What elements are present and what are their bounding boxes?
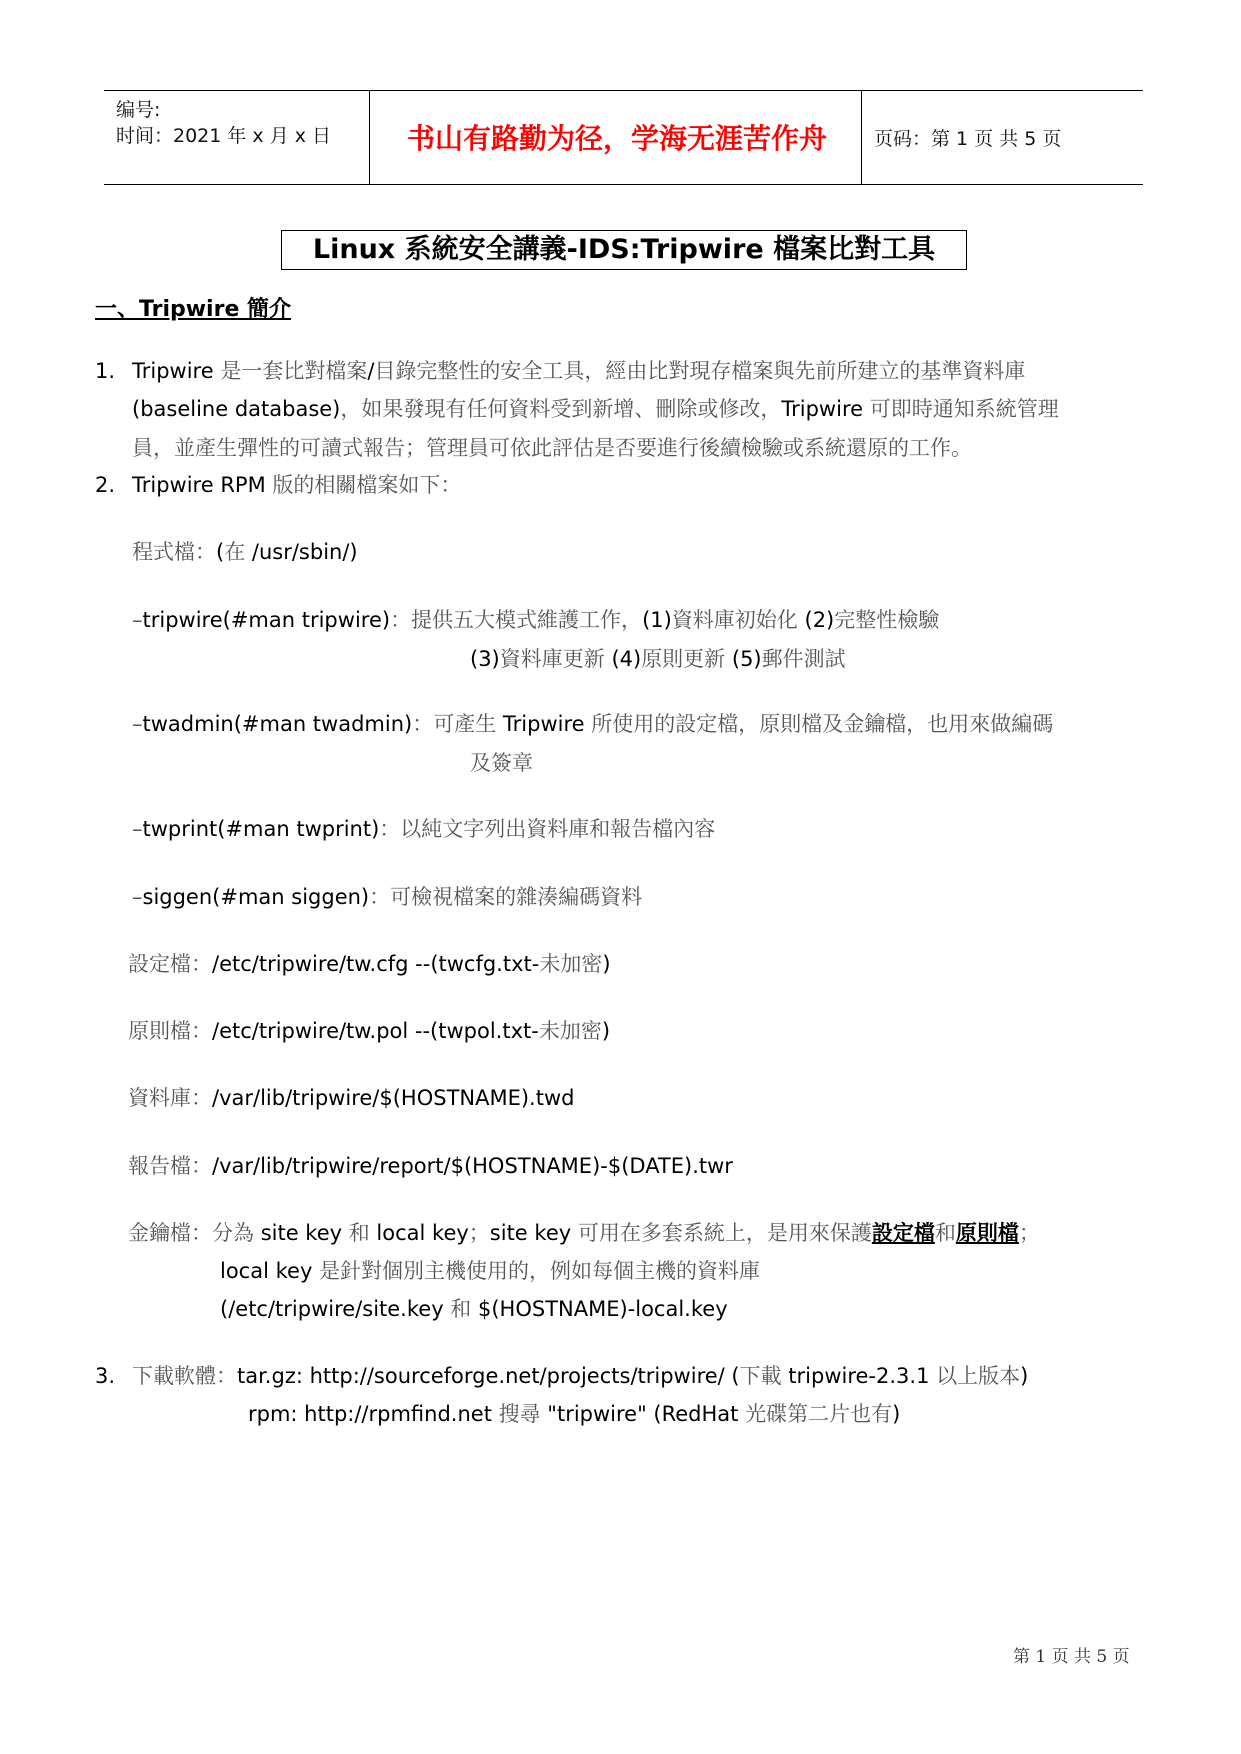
text-segment: 目錄完整性的安全工具，經由比對現存檔案與先前所建立的基準資料庫 xyxy=(374,359,1026,383)
text-segment: 可即時通知系統管理 xyxy=(869,397,1059,421)
text-line xyxy=(132,710,1053,738)
page-footer: 第 1 页 共 5 页 xyxy=(1013,1647,1130,1667)
text-segment: /var/lib/tripwire/report/$(HOSTNAME)-$(DATE).twr xyxy=(212,1154,733,1178)
text-segment: local key xyxy=(376,1221,469,1245)
text-segment: ) xyxy=(601,1019,611,1043)
text-segment: ：以純文字列出資料庫和報告檔內容 xyxy=(379,817,716,841)
text-segment: 未加密 xyxy=(539,952,603,976)
text-segment: 完整性檢驗 xyxy=(834,608,940,632)
section-heading: 一、Tripwire 簡介 xyxy=(95,297,292,322)
text-segment: 下載軟體： xyxy=(132,1364,237,1388)
text-segment: 所使用的設定檔，原則檔及金鑰檔，也用來做編碼 xyxy=(591,712,1054,736)
text-segment: 搜尋 xyxy=(498,1402,548,1426)
text-segment: 及簽章 xyxy=(470,751,533,775)
text-segment: 和 xyxy=(934,1221,956,1245)
text-segment: ：提供五大模式維護工作， xyxy=(390,608,643,632)
text-segment: 資料庫初始化 xyxy=(671,608,805,632)
text-segment: 下載 xyxy=(739,1364,789,1388)
text-segment: – xyxy=(132,885,143,909)
text-line xyxy=(248,1400,900,1428)
document-title: Linux 系統安全講義-IDS:Tripwire 檔案比對工具 xyxy=(281,230,967,270)
text-segment: ) xyxy=(892,1402,901,1426)
motto: 书山有路勤为径，学海无涯苦作舟 xyxy=(406,122,827,155)
text-segment: /etc/tripwire/tw.cfg --(twcfg.txt- xyxy=(212,952,540,976)
underlined-term: 原則檔 xyxy=(955,1221,1019,1245)
text-segment: ； xyxy=(468,1221,490,1245)
text-segment: (2) xyxy=(804,608,835,632)
text-segment: tripwire(#man tripwire) xyxy=(142,608,391,632)
text-segment: Tripwire xyxy=(502,712,592,736)
text-segment: siggen(#man siggen) xyxy=(142,885,370,909)
text-line xyxy=(470,645,846,673)
text-line xyxy=(128,1152,733,1180)
text-segment: Tripwire RPM xyxy=(132,473,273,497)
text-segment: rpm: http://rpmfind.net xyxy=(248,1402,499,1426)
text-segment: /var/lib/tripwire/$(HOSTNAME).twd xyxy=(212,1086,575,1110)
number-label: 编号: xyxy=(116,99,161,121)
list-number: 1. xyxy=(95,359,116,383)
text-segment: 原則更新 xyxy=(641,647,732,671)
text-line xyxy=(132,883,642,911)
text-segment: ) xyxy=(602,952,611,976)
text-segment: / xyxy=(367,359,375,383)
text-segment: 資料庫： xyxy=(128,1086,212,1110)
text-line xyxy=(470,749,533,777)
text-line xyxy=(128,1017,610,1045)
text-segment: Tripwire xyxy=(132,359,221,383)
text-segment: 光碟第二片也有 xyxy=(745,1402,893,1426)
text-segment: twprint(#man twprint) xyxy=(142,817,380,841)
text-segment: – xyxy=(132,817,143,841)
text-segment: (5) xyxy=(731,647,762,671)
text-segment: (baseline database) xyxy=(132,397,341,421)
text-segment: 以上版本 xyxy=(936,1364,1021,1388)
text-segment: 原則檔： xyxy=(128,1019,212,1043)
text-segment: ； xyxy=(1018,1221,1040,1245)
text-segment: 設定檔： xyxy=(128,952,212,976)
text-segment: 和 xyxy=(450,1297,478,1321)
text-segment: 程式檔： xyxy=(132,540,216,564)
text-segment: Tripwire xyxy=(781,397,870,421)
text-line xyxy=(132,434,972,462)
text-line xyxy=(132,606,939,634)
text-segment: site key xyxy=(489,1221,578,1245)
text-line xyxy=(132,815,715,843)
page-info: 页码：第 1 页 共 5 页 xyxy=(874,128,1062,150)
text-segment: 是一套比對檔案 xyxy=(220,359,368,383)
text-line xyxy=(132,395,1059,423)
text-line xyxy=(128,1219,1040,1247)
text-segment: ) xyxy=(1020,1364,1029,1388)
text-line xyxy=(128,1084,574,1112)
text-segment: local key xyxy=(220,1259,320,1283)
text-segment: 金鑰檔：分為 xyxy=(128,1221,261,1245)
text-line xyxy=(220,1257,760,1285)
list-number: 3. xyxy=(95,1364,116,1388)
text-segment: 報告檔： xyxy=(128,1154,212,1178)
text-segment: 和 xyxy=(348,1221,377,1245)
text-segment: /usr/sbin/) xyxy=(251,540,358,564)
text-segment: ( xyxy=(216,540,225,564)
underlined-term: 設定檔 xyxy=(871,1221,935,1245)
text-segment: ：可檢視檔案的雜湊編碼資料 xyxy=(369,885,643,909)
text-line xyxy=(132,1362,1028,1390)
header-table xyxy=(104,90,1143,185)
text-segment: (/etc/tripwire/site.key xyxy=(220,1297,451,1321)
text-segment: – xyxy=(132,712,143,736)
text-segment: 資料庫更新 xyxy=(499,647,612,671)
text-segment: 郵件測試 xyxy=(761,647,846,671)
text-segment: (4) xyxy=(611,647,642,671)
text-line xyxy=(132,357,1025,385)
text-segment: $(HOSTNAME)-local.key xyxy=(477,1297,728,1321)
text-segment: 是針對個別主機使用的，例如每個主機的資料庫 xyxy=(319,1259,761,1283)
text-segment: 員，並產生彈性的可讀式報告；管理員可依此評估是否要進行後續檢驗或系統還原的工作。 xyxy=(132,436,972,460)
text-segment: – xyxy=(132,608,143,632)
text-segment: /etc/tripwire/tw.pol --(twpol.txt- xyxy=(212,1019,539,1043)
text-segment: "tripwire" (RedHat xyxy=(547,1402,746,1426)
text-segment: tar.gz: http://sourceforge.net/projects/tripwire/ ( xyxy=(237,1364,740,1388)
text-line xyxy=(132,471,461,499)
list-number: 2. xyxy=(95,473,116,497)
text-segment: twadmin(#man twadmin) xyxy=(142,712,413,736)
text-segment: 未加密 xyxy=(538,1019,602,1043)
text-segment: ：可產生 xyxy=(412,712,503,736)
text-segment: site key xyxy=(260,1221,349,1245)
text-segment: 在 xyxy=(224,540,252,564)
text-segment: (3) xyxy=(470,647,500,671)
text-segment: ，如果發現有任何資料受到新增、刪除或修改， xyxy=(340,397,782,421)
text-line xyxy=(132,538,358,566)
text-segment: 版的相關檔案如下： xyxy=(272,473,462,497)
text-line xyxy=(128,950,611,978)
text-line xyxy=(220,1295,728,1323)
text-segment: tripwire-2.3.1 xyxy=(788,1364,937,1388)
date-label: 时间：2021 年 x 月 x 日 xyxy=(116,125,332,147)
text-segment: 可用在多套系統上，是用來保護 xyxy=(577,1221,872,1245)
text-segment: (1) xyxy=(642,608,672,632)
